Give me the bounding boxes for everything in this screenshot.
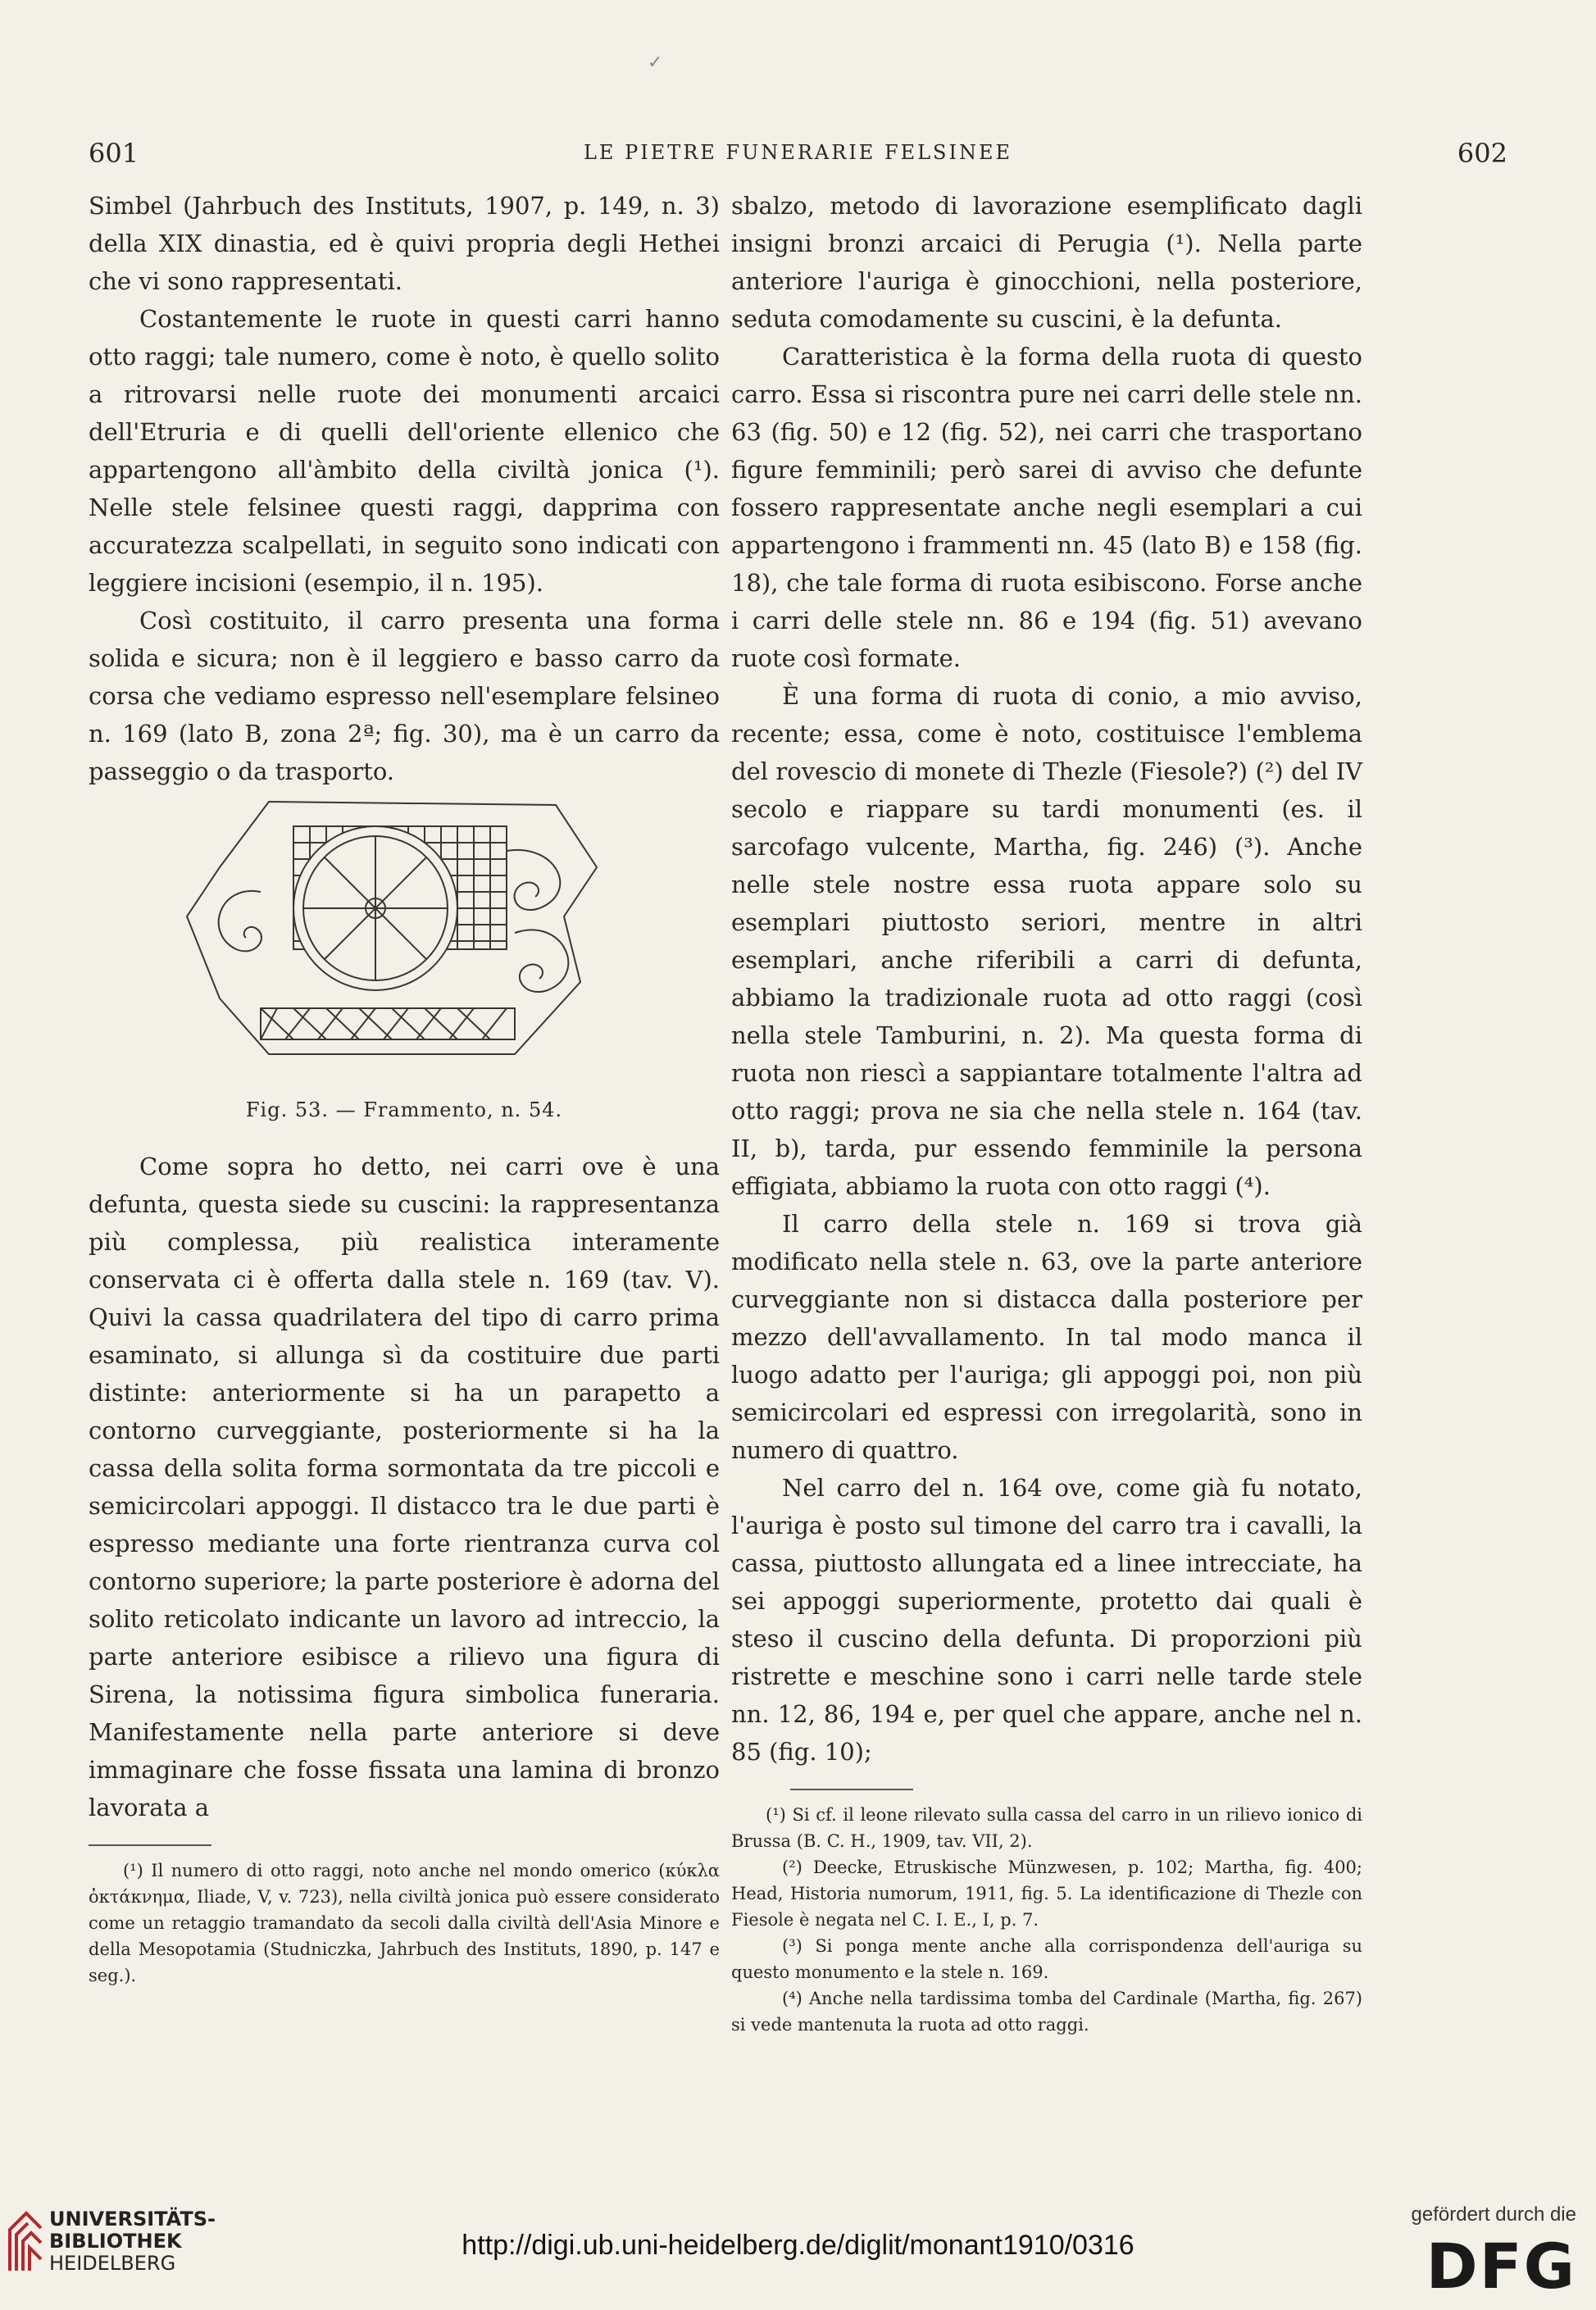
paragraph: Costantemente le ruote in questi carri hanno otto raggi; tale numero, come è noto, è quello solito a ritrovarsi nelle ruote dei monumenti arcaici dell'Etruria e di quelli dell'oriente ellenico che appartengono all'àmbito della civiltà jonica (¹). Nelle stele felsinee questi raggi, dapprima con accuratezza scalpellati, in seguito sono indicati con leggiere incisioni (esempio, il n. 195). (89, 305, 720, 597)
paragraph: Il carro della stele n. 169 si trova già modificato nella stele n. 63, ove la parte anteriore curveggiante non si distacca dalla posteriore per mezzo dell'avvallamento. In tal modo manca il luogo adatto per l'auriga; gli appoggi poi, non più semicircolari ed espressi con irregolarità, sono in numero di quattro. (731, 1210, 1362, 1464)
footnote-rule (790, 1789, 913, 1790)
running-header (89, 138, 1507, 171)
paragraph: Così costituito, il carro presenta una forma solida e sicura; non è il leggiero e basso carro da corsa che vediamo espresso nell'esemplare felsineo n. 169 (lato B, zona 2ª; fig. 30), ma è un carro da passeggio o da trasporto. (89, 607, 720, 785)
digitization-footer (0, 2197, 1596, 2310)
footnote: (²) Deecke, Etruskische Münzwesen, p. 102; Martha, fig. 400; Head, Historia numorum, 1911, fig. 5. La identificazione di Thezle con Fiesole è negata nel C. I. E., I, p. 7. (731, 1858, 1362, 1930)
scan-mark: ✓ (648, 52, 663, 73)
paragraph: Caratteristica è la forma della ruota di questo carro. Essa si riscontra pure nei carri delle stele nn. 63 (fig. 50) e 12 (fig. 52), nei carri che trasportano figure femminili; però sarei di avviso che defunte fossero rappresentate anche negli esemplari a cui appartengono i frammenti nn. 45 (lato B) e 158 (fig. 18), che tale forma di ruota esibiscono. Forse anche i carri delle stele nn. 86 e 194 (fig. 51) avevano ruote così formate. (731, 343, 1362, 672)
dfg-logo: DFG (1425, 2230, 1576, 2303)
paragraph: sbalzo, metodo di lavorazione esemplificato dagli insigni bronzi arcaici di Perugia (¹). Nella parte anteriore l'auriga è ginocchioni, nella posteriore, seduta comodamente su cuscini, è la defunta. (731, 192, 1362, 333)
figure-53 (89, 793, 720, 1089)
footnote: (⁴) Anche nella tardissima tomba del Cardinale (Martha, fig. 267) si vede mantenuta la ruota ad otto raggi. (731, 1989, 1362, 2035)
footnote: (³) Si ponga mente anche alla corrispondenza dell'auriga su questo monumento e la stele n. 169. (731, 1936, 1362, 1982)
page-number-right: 602 (1457, 138, 1507, 169)
footnote: (¹) Il numero di otto raggi, noto anche nel mondo omerico (κύκλα ὀκτάκνημα, Iliade, V, v. 723), nella civiltà jonica può essere considerato come un retaggio tramandato da secoli dalla civiltà dell'Asia Minore e della Mesopotamia (Studniczka, Jahrbuch des Instituts, 1890, p. 147 e seg.). (89, 1861, 720, 1985)
paragraph: Nel carro del n. 164 ove, come già fu notato, l'auriga è posto sul timone del carro tra i cavalli, la cassa, piuttosto allungata ed a linee intrecciate, ha sei appoggi superiormente, protetto dai quali è steso il cuscino della defunta. Di proporzioni più ristrette e meschine sono i carri nelle tarde stele nn. 12, 86, 194 e, per quel che appare, anche nel n. 85 (fig. 10); (731, 1474, 1362, 1766)
funding-label: gefördert durch die (1411, 2203, 1576, 2226)
running-title: LE PIETRE FUNERARIE FELSINEE (583, 141, 1013, 164)
footnote-rule (89, 1844, 211, 1846)
footnotes (89, 1858, 720, 1989)
paragraph: Come sopra ho detto, nei carri ove è una defunta, questa siede su cuscini: la rappresentanza più complessa, più realistica interamente conservata ci è offerta dalla stele n. 169 (tav. V). Quivi la cassa quadrilatera del tipo di carro prima esaminato, si allunga sì da costituire due parti distinte: anteriormente si ha un parapetto a contorno curveggiante, posteriormente si ha la cassa della solita forma sormontata da tre piccoli e semicircolari appoggi. Il distacco tra le due parti è espresso mediante una forte rientranza curva col contorno superiore; la parte posteriore è adorna del solito reticolato indicante un lavoro ad intreccio, la parte anteriore esibisce a rilievo una figura di Sirena, la notissima figura simbolica funeraria. Manifestamente nella parte anteriore si deve immaginare che fosse fissata una lamina di bronzo lavorata a (89, 1153, 720, 1821)
library-name: UNIVERSITÄTS- BIBLIOTHEK HEIDELBERG (49, 2208, 216, 2275)
page-number-left: 601 (89, 138, 139, 169)
footnotes (731, 1802, 1362, 2038)
source-url-link[interactable]: http://digi.ub.uni-heidelberg.de/diglit/monant1910/0316 (462, 2230, 1134, 2261)
left-column (89, 187, 720, 1989)
fragment-drawing (171, 793, 646, 1064)
paragraph: Simbel (Jahrbuch des Instituts, 1907, p. 149, n. 3) della XIX dinastia, ed è quivi propria degli Hethei che vi sono rappresentati. (89, 192, 720, 295)
right-column (731, 187, 1362, 2038)
footnote: (¹) Si cf. il leone rilevato sulla cassa del carro in un rilievo ionico di Brussa (B. C. H., 1909, tav. VII, 2). (731, 1805, 1362, 1851)
paragraph: È una forma di ruota di conio, a mio avviso, recente; essa, come è noto, costituisce l'emblema del rovescio di monete di Thezle (Fiesole?) (²) del IV secolo e riappare su tardi monumenti (es. il sarcofago vulcente, Martha, fig. 246) (³). Anche nelle stele nostre essa ruota appare solo su esemplari piuttosto seriori, mentre in altri esemplari, anche riferibili a carri di defunta, abbiamo la tradizionale ruota ad otto raggi (così nella stele Tamburini, n. 2). Ma questa forma di ruota non riescì a sappiantare totalmente l'altra ad otto raggi; prova ne sia che nella stele n. 164 (tav. II, b), tarda, pur essendo femminile la persona effigiata, abbiamo la ruota con otto raggi (⁴). (731, 682, 1362, 1200)
figure-caption: Fig. 53. — Frammento, n. 54. (245, 1098, 563, 1121)
